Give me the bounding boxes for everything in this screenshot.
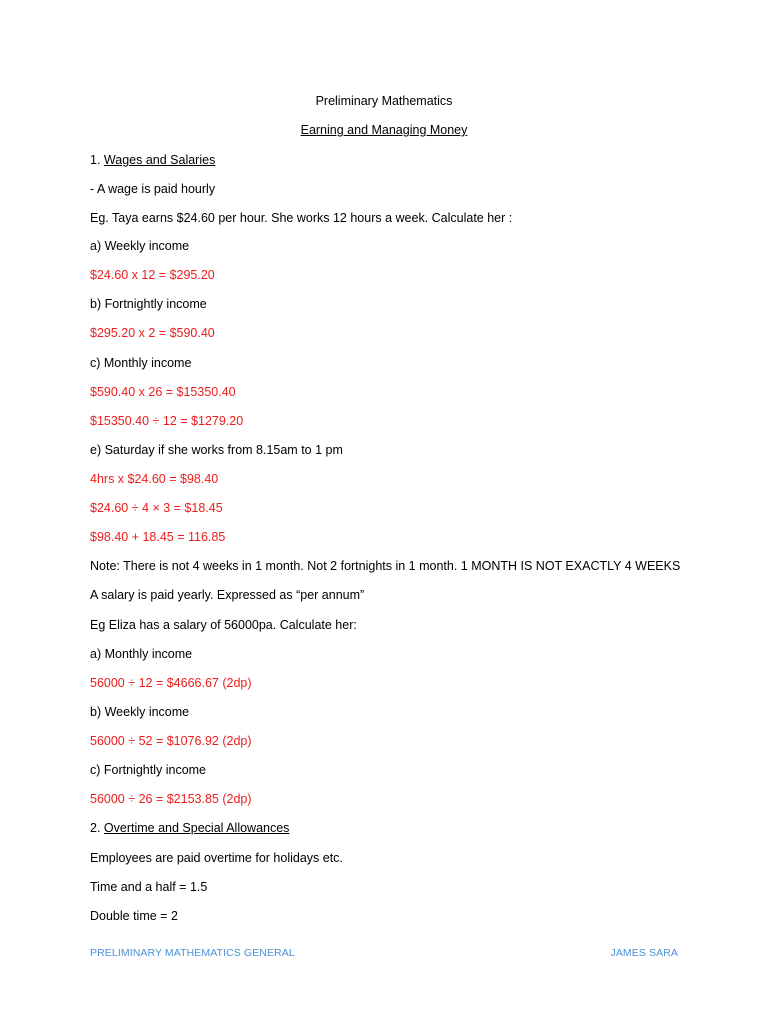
section-heading-overtime [90, 820, 289, 836]
note-line: Note: There is not 4 weeks in 1 month. Not 2 fortnights in 1 month. 1 MONTH IS NOT EXACTLY 4 WEEKS [90, 559, 681, 573]
text-line: Eg Eliza has a salary of 56000pa. Calculate her: [90, 618, 357, 632]
text-line: Double time = 2 [90, 909, 178, 923]
text-line: Time and a half = 1.5 [90, 880, 208, 894]
section-number: 2. [90, 821, 101, 835]
section-heading-wages [90, 152, 215, 168]
section-title: Wages and Salaries [103, 153, 216, 167]
answer-line: $98.40 + 18.45 = 116.85 [90, 530, 226, 544]
text-line: Eg. Taya earns $24.60 per hour. She works 12 hours a week. Calculate her : [90, 211, 513, 225]
answer-line: $24.60 ÷ 4 × 3 = $18.45 [90, 501, 223, 515]
document-title: Preliminary Mathematics [315, 94, 453, 108]
answer-line: 56000 ÷ 26 = $2153.85 (2dp) [90, 792, 252, 806]
question-line: a) Monthly income [90, 647, 193, 661]
answer-line: $24.60 x 12 = $295.20 [90, 268, 215, 282]
footer-left: PRELIMINARY MATHEMATICS GENERAL [90, 947, 295, 959]
footer-right: JAMES SARA [610, 947, 678, 959]
answer-line: 56000 ÷ 52 = $1076.92 (2dp) [90, 734, 252, 748]
question-line: b) Fortnightly income [90, 297, 207, 311]
question-line: a) Weekly income [90, 239, 190, 253]
answer-line: 4hrs x $24.60 = $98.40 [90, 472, 219, 486]
answer-line: $15350.40 ÷ 12 = $1279.20 [90, 414, 244, 428]
answer-line: $590.40 x 26 = $15350.40 [90, 385, 236, 399]
answer-line: $295.20 x 2 = $590.40 [90, 326, 215, 340]
section-number: 1. [90, 153, 101, 167]
text-line: - A wage is paid hourly [90, 182, 216, 196]
section-title: Overtime and Special Allowances [103, 821, 290, 835]
question-line: b) Weekly income [90, 705, 190, 719]
question-line: c) Fortnightly income [90, 763, 207, 777]
document-subtitle: Earning and Managing Money [300, 123, 468, 137]
answer-line: 56000 ÷ 12 = $4666.67 (2dp) [90, 676, 252, 690]
text-line: A salary is paid yearly. Expressed as “per annum” [90, 588, 365, 602]
text-line: Employees are paid overtime for holidays etc. [90, 851, 343, 865]
question-line: c) Monthly income [90, 356, 192, 370]
question-line: e) Saturday if she works from 8.15am to 1 pm [90, 443, 343, 457]
